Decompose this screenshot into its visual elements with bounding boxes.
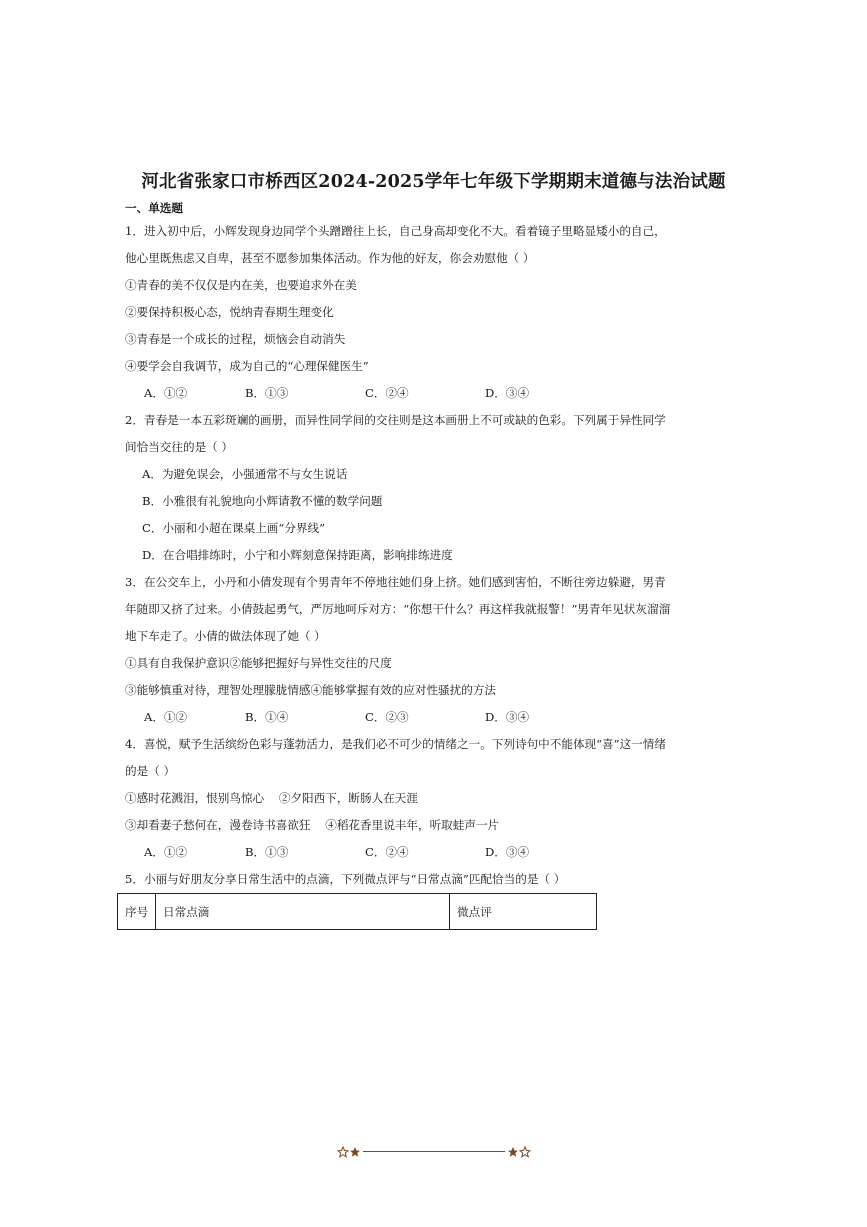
q3-stem-line3: 地下车走了。小倩的做法体现了她（ ） [125,629,326,643]
q4-option-c: C．②④ [365,845,409,859]
q5-table-header-row [118,894,597,930]
q3-stem-line2: 年随即又挤了过来。小倩鼓起勇气，严厉地呵斥对方：“你想干什么？再这样我就报警！”男青年见状灰溜溜 [125,602,671,616]
page-footer-decoration [0,1144,867,1158]
q2-option-a: A．为避免误会，小强通常不与女生说话 [142,467,348,481]
q5-stem: 5．小丽与好朋友分享日常生活中的点滴，下列微点评与“日常点滴”匹配恰当的是（ ） [125,872,566,886]
q4-option-a: A．①② [144,845,188,859]
star-filled-icon [507,1146,519,1158]
footer-rule [363,1151,505,1152]
q4-option-d: D．③④ [485,845,530,859]
q3-option-c: C．②③ [365,710,409,724]
q1-stem-line1: 1．进入初中后，小辉发现身边同学个头蹭蹭往上长，自己身高却变化不大。看着镜子里略显矮小的自己， [125,224,666,238]
q2-stem-line2: 间恰当交往的是（ ） [125,440,234,454]
q3-option-d: D．③④ [485,710,530,724]
q1-option-a: A．①② [144,386,188,400]
q3-statements-2: ③能够慎重对待，理智处理朦胧情感④能够掌握有效的应对性骚扰的方法 [125,683,497,697]
star-outline-icon [519,1146,531,1158]
q5-header-comment: 微点评 [450,894,597,930]
q5-header-daily: 日常点滴 [156,894,450,930]
star-outline-icon [337,1146,349,1158]
q2-stem-line1: 2．青春是一本五彩斑斓的画册，而异性同学间的交往则是这本画册上不可或缺的色彩。下列属于异性同学 [125,413,666,427]
q4-statements-1: ①感时花溅泪，恨别鸟惊心 ②夕阳西下，断肠人在天涯 [125,791,418,805]
q3-option-b: B．①④ [245,710,289,724]
q5-header-number: 序号 [118,894,156,930]
q2-option-c: C．小丽和小超在课桌上画“分界线” [142,521,326,535]
q4-option-b: B．①③ [245,845,289,859]
q1-statement-4: ④要学会自我调节，成为自己的“心理保健医生” [125,359,369,373]
section-heading: 一、单选题 [125,201,183,215]
q4-stem-line1: 4．喜悦，赋予生活缤纷色彩与蓬勃活力，是我们必不可少的情绪之一。下列诗句中不能体现“喜”这一情绪 [125,737,666,751]
q2-option-d: D．在合唱排练时，小宁和小辉刻意保持距离，影响排练进度 [142,548,453,562]
q2-option-b: B．小雅很有礼貌地向小辉请教不懂的数学问题 [142,494,383,508]
q4-statements-2: ③却看妻子愁何在，漫卷诗书喜欲狂 ④稻花香里说丰年，听取蛙声一片 [125,818,500,832]
exam-title: 河北省张家口市桥西区2024-2025学年七年级下学期期末道德与法治试题 [141,172,726,192]
q3-option-a: A．①② [144,710,188,724]
q1-statement-3: ③青春是一个成长的过程，烦恼会自动消失 [125,332,346,346]
q1-option-b: B．①③ [245,386,289,400]
q1-statement-1: ①青春的美不仅仅是内在美，也要追求外在美 [125,278,357,292]
q1-stem-line2: 他心里既焦虑又自卑，甚至不愿参加集体活动。作为他的好友，你会劝慰他（ ） [125,251,535,265]
star-filled-icon [349,1146,361,1158]
q3-statements-1: ①具有自我保护意识②能够把握好与异性交往的尺度 [125,656,392,670]
q3-stem-line1: 3．在公交车上，小丹和小倩发现有个男青年不停地往她们身上挤。她们感到害怕，不断往旁边躲避，男青 [125,575,666,589]
q5-table [117,893,597,930]
q1-statement-2: ②要保持积极心态，悦纳青春期生理变化 [125,305,334,319]
q1-option-c: C．②④ [365,386,409,400]
q4-stem-line2: 的是（ ） [125,764,176,778]
q1-option-d: D．③④ [485,386,530,400]
